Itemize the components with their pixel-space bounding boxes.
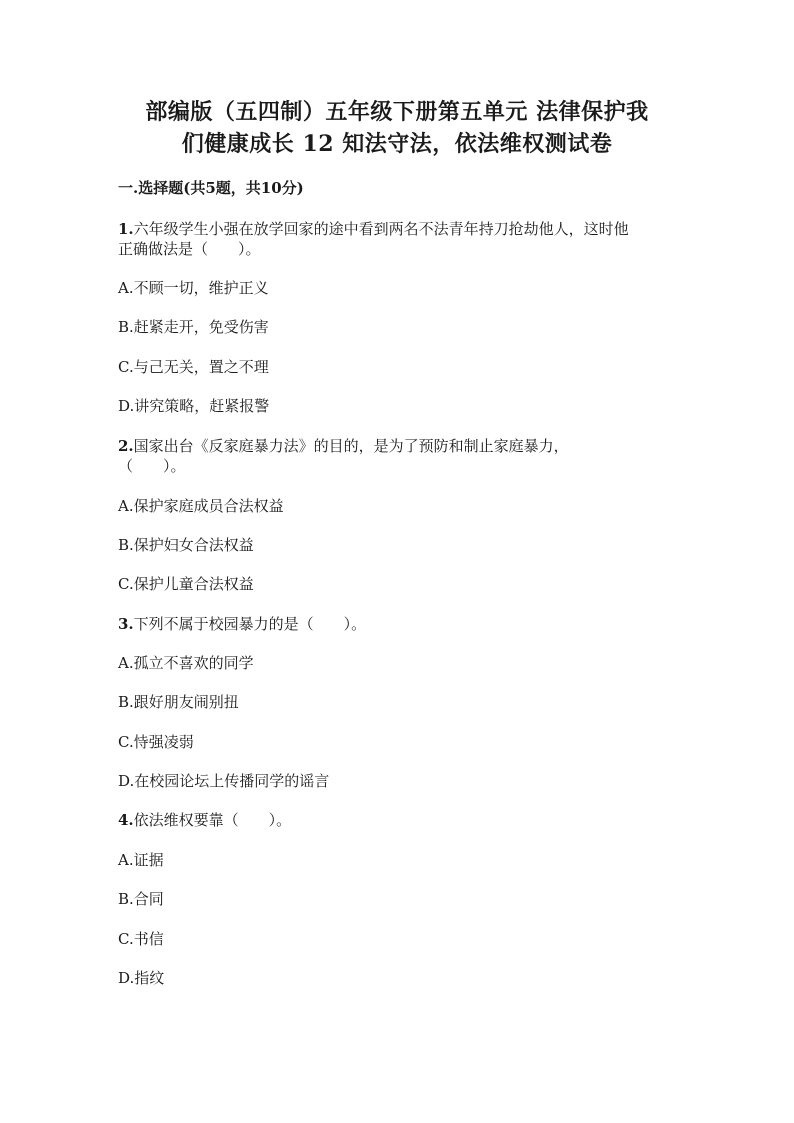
question-4-option-d: D.指纹 (118, 969, 165, 987)
question-2-option-c: C.保护儿童合法权益 (118, 575, 254, 593)
document-title-line-1: 部编版（五四制）五年级下册第五单元 法律保护我 (145, 99, 649, 125)
question-number: 3. (118, 615, 134, 633)
question-3-option-d: D.在校园论坛上传播同学的谣言 (118, 772, 330, 790)
question-2-continuation: （ ）。 (118, 457, 186, 475)
question-4 (118, 810, 291, 830)
question-2 (118, 436, 569, 456)
question-1-option-c: C.与己无关，置之不理 (118, 358, 269, 376)
question-4-option-a: A.证据 (118, 851, 164, 869)
question-3 (118, 614, 366, 634)
question-1-option-a: A.不顾一切，维护正义 (118, 279, 269, 297)
question-text: 国家出台《反家庭暴力法》的目的，是为了预防和制止家庭暴力， (133, 437, 569, 455)
question-1 (118, 219, 629, 239)
question-number: 1. (118, 220, 134, 238)
question-2-option-b: B.保护妇女合法权益 (118, 536, 254, 554)
question-1-option-d: D.讲究策略，赶紧报警 (118, 397, 270, 415)
question-1-option-b: B.赶紧走开，免受伤害 (118, 318, 269, 336)
question-4-option-c: C.书信 (118, 930, 164, 948)
document-title-line-2: 们健康成长 12 知法守法，依法维权测试卷 (181, 131, 613, 157)
question-text: 依法维权要靠（ ）。 (133, 811, 292, 829)
question-3-option-c: C.恃强凌弱 (118, 733, 194, 751)
question-3-option-a: A.孤立不喜欢的同学 (118, 654, 254, 672)
question-2-option-a: A.保护家庭成员合法权益 (118, 497, 284, 515)
question-number: 2. (118, 437, 134, 455)
question-text: 六年级学生小强在放学回家的途中看到两名不法青年持刀抢劫他人，这时他 (133, 220, 629, 238)
section-heading: 一.选择题(共5题，共10分) (118, 179, 304, 197)
question-number: 4. (118, 811, 134, 829)
question-text: 下列不属于校园暴力的是（ ）。 (133, 615, 367, 633)
question-3-option-b: B.跟好朋友闹别扭 (118, 693, 239, 711)
question-4-option-b: B.合同 (118, 890, 164, 908)
question-1-continuation: 正确做法是（ ）。 (118, 240, 261, 258)
